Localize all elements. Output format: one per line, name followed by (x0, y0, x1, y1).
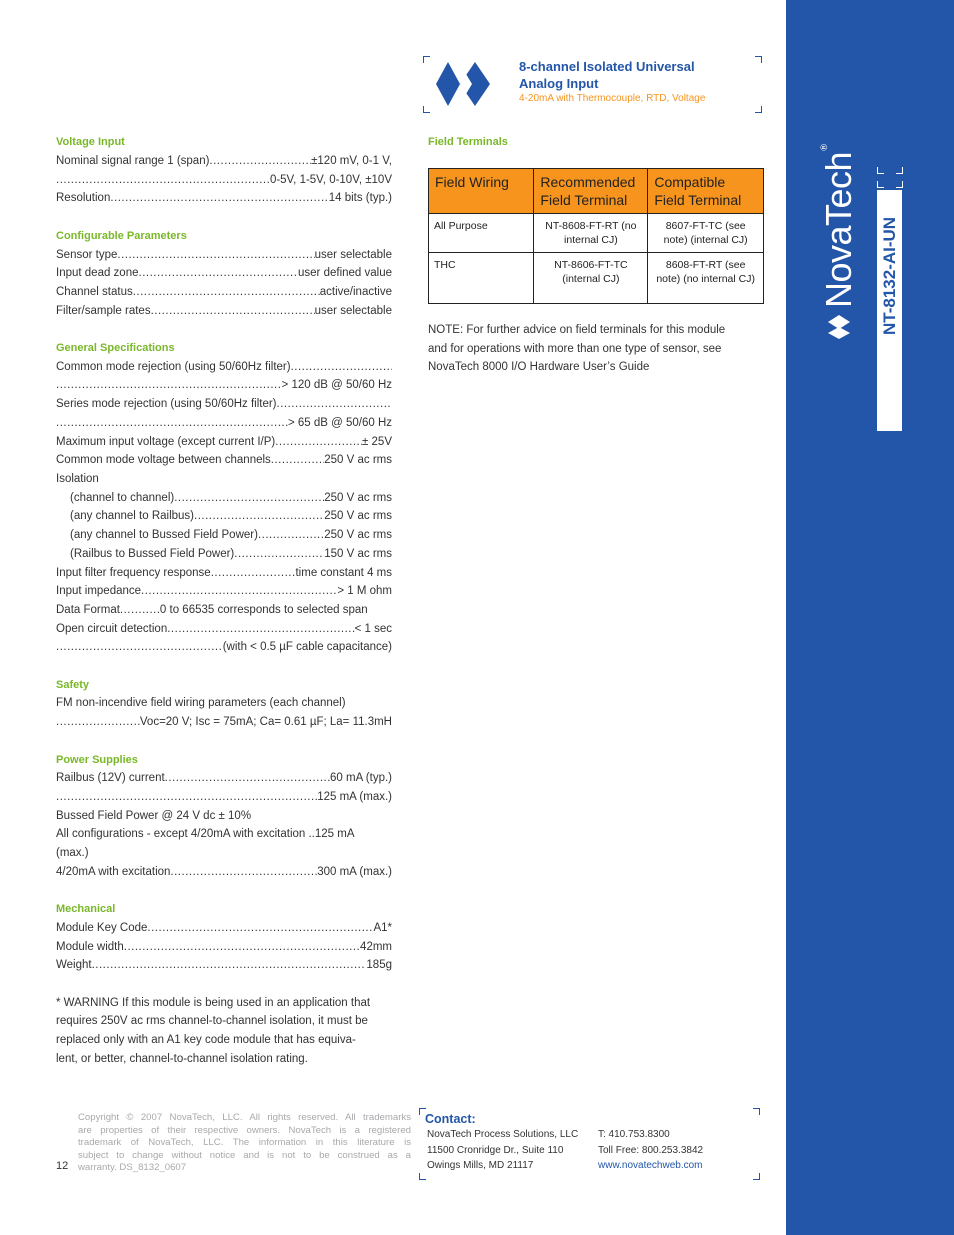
spec-row: Weight ..... 185g (56, 958, 392, 972)
spec-row: Filter/sample rates ..... user selectable (56, 304, 392, 318)
spec-row: Input dead zone ..... user defined value (56, 266, 392, 280)
crop-mark (896, 181, 903, 188)
model-code: NT-8132-AI-UN (880, 216, 899, 335)
contact-address (427, 1127, 578, 1174)
table-cell: THC (429, 253, 534, 304)
copyright-line: subject to change without notice and is not to be construed as a (78, 1149, 411, 1161)
field-terminals-note (428, 321, 725, 377)
note-line: NovaTech 8000 I/O Hardware User’s Guide (428, 361, 650, 373)
spec-row: Input impedance ..... > 1 M ohm (56, 584, 392, 598)
spec-label: Isolation (56, 473, 99, 485)
spec-label: (max.) (56, 847, 89, 859)
table-cell: NT-8608-FT-RT (no internal CJ) (534, 214, 648, 253)
spec-row: 4/20mA with excitation ..... 300 mA (max.) (56, 865, 392, 879)
tollfree-number: Toll Free: 800.253.3842 (598, 1144, 704, 1156)
table-header-row (429, 169, 764, 214)
section-heading-power: Power Supplies (56, 754, 138, 766)
brand-sidebar (786, 0, 954, 1235)
spec-row: ..... > 120 dB @ 50/60 Hz (56, 378, 392, 392)
spec-row: (any channel to Railbus) ..... 250 V ac rms (70, 509, 392, 523)
spec-row: Channel status ..... active/inactive (56, 285, 392, 299)
note-line: and for operations with more than one type of sensor, see (428, 342, 722, 355)
phone-number: T: 410.753.8300 (598, 1129, 670, 1140)
spec-row: Common mode voltage between channels ..... 250 V ac rms (56, 453, 392, 467)
section-heading-mechanical: Mechanical (56, 903, 116, 915)
section-heading-configurable: Configurable Parameters (56, 230, 187, 242)
copyright-notice (78, 1112, 411, 1175)
table-row (429, 253, 764, 304)
table-header: Recommended Field Terminal (534, 169, 648, 214)
table-cell: All Purpose (429, 214, 534, 253)
table-cell: NT-8606-FT-TC (internal CJ) (534, 253, 648, 304)
warning-text: replaced only with an A1 key code module that has equiva- (56, 1034, 356, 1046)
spec-row: Nominal signal range 1 (span) ..... ±120 mV, 0-1 V, (56, 154, 392, 168)
crop-mark (423, 106, 430, 113)
address-line: Owings Mills, MD 21117 (427, 1160, 534, 1171)
warning-text: * WARNING If this module is being used in an application that (56, 997, 371, 1009)
table-cell: 8607-FT-TC (see note) (internal CJ) (648, 214, 764, 253)
spec-label: All configurations - except 4/20mA with excitation ..125 mA (56, 828, 355, 840)
spec-row: Common mode rejection (using 50/60Hz filter) ..... (56, 360, 392, 374)
table-row (429, 214, 764, 253)
website-link[interactable]: www.novatechweb.com (598, 1160, 703, 1171)
note-line: NOTE: For further advice on field terminals for this module (428, 324, 726, 336)
section-heading-voltage-input: Voltage Input (56, 136, 125, 148)
spec-row: (any channel to Bussed Field Power) ..... 250 V ac rms (70, 528, 392, 542)
spec-row: Railbus (12V) current ..... 60 mA (typ.) (56, 771, 392, 785)
contact-heading: Contact: (425, 1112, 476, 1126)
product-title (519, 58, 695, 92)
spec-row: Series mode rejection (using 50/60Hz filter) ..... (56, 397, 392, 411)
novatech-diamond-icon (827, 314, 851, 340)
spec-row: Maximum input voltage (except current I/P) ..... ± 25V (56, 435, 392, 449)
table-header: Compatible Field Terminal (648, 169, 764, 214)
spec-row: ..... > 65 dB @ 50/60 Hz (56, 416, 392, 430)
section-heading-general: General Specifications (56, 342, 175, 354)
page-number: 12 (56, 1160, 69, 1172)
spec-row: ..... 125 mA (max.) (56, 790, 392, 804)
spec-label: FM non-incendive field wiring parameters (each channel) (56, 697, 346, 709)
contact-phone (598, 1127, 703, 1174)
copyright-line: trademark of NovaTech, LLC. The information in this literature is (78, 1137, 411, 1149)
crop-mark (753, 1108, 760, 1115)
section-heading-field-terminals: Field Terminals (428, 136, 508, 148)
table-header: Field Wiring (429, 169, 534, 214)
spec-row: ..... (with < 0.5 µF cable capacitance) (56, 640, 392, 654)
novatech-logo-icon (432, 60, 510, 108)
crop-mark (896, 167, 903, 174)
spec-row: (channel to channel) ..... 250 V ac rms (70, 491, 392, 505)
address-line: 11500 Cronridge Dr., Suite 110 (427, 1144, 564, 1156)
spec-row: Data Format ..... 0 to 66535 corresponds to selected span (56, 603, 392, 617)
logo-wordmark: NovaTech (818, 151, 859, 308)
crop-mark (755, 56, 762, 63)
registered-mark: ® (820, 142, 830, 152)
spec-row: Input filter frequency response ..... time constant 4 ms (56, 566, 392, 580)
spec-row: Sensor type ..... user selectable (56, 248, 392, 262)
section-heading-safety: Safety (56, 679, 90, 691)
spec-row: Resolution ..... 14 bits (typ.) (56, 191, 392, 205)
spec-row: (Railbus to Bussed Field Power) ..... 150 V ac rms (70, 547, 392, 561)
field-terminals-table (428, 168, 764, 304)
spec-row: ..... 0-5V, 1-5V, 0-10V, ±10V (56, 173, 392, 187)
address-line: NovaTech Process Solutions, LLC (427, 1129, 579, 1140)
spec-row: ..... Voc=20 V; Isc = 75mA; Ca= 0.61 µF; La= 11.3mH (56, 715, 392, 729)
copyright-line: Copyright © 2007 NovaTech, LLC. All rights reserved. All trademarks (78, 1112, 411, 1123)
crop-mark (755, 106, 762, 113)
crop-mark (419, 1173, 426, 1180)
warning-text: requires 250V ac rms channel-to-channel isolation, it must be (56, 1015, 368, 1027)
product-subtitle: 4-20mA with Thermocouple, RTD, Voltage (519, 93, 706, 104)
crop-mark (877, 167, 884, 174)
spec-label: Bussed Field Power @ 24 V dc ± 10% (56, 810, 252, 822)
product-title-line: Analog Input (519, 76, 599, 91)
warning-text: lent, or better, channel-to-channel isolation rating. (56, 1053, 308, 1065)
crop-mark (753, 1173, 760, 1180)
table-cell: 8608-FT-RT (see note) (no internal CJ) (648, 253, 764, 304)
spec-row: Module width ..... 42mm (56, 940, 392, 954)
product-title-line: 8-channel Isolated Universal (519, 59, 695, 74)
crop-mark (877, 181, 884, 188)
spec-row: Open circuit detection ..... < 1 sec (56, 622, 392, 636)
spec-row: Module Key Code ..... A1* (56, 921, 392, 935)
copyright-line: are properties of their respective owners. NovaTech is a registered (78, 1124, 411, 1136)
crop-mark (423, 56, 430, 63)
copyright-line: warranty. DS_8132_0607 (78, 1162, 187, 1174)
